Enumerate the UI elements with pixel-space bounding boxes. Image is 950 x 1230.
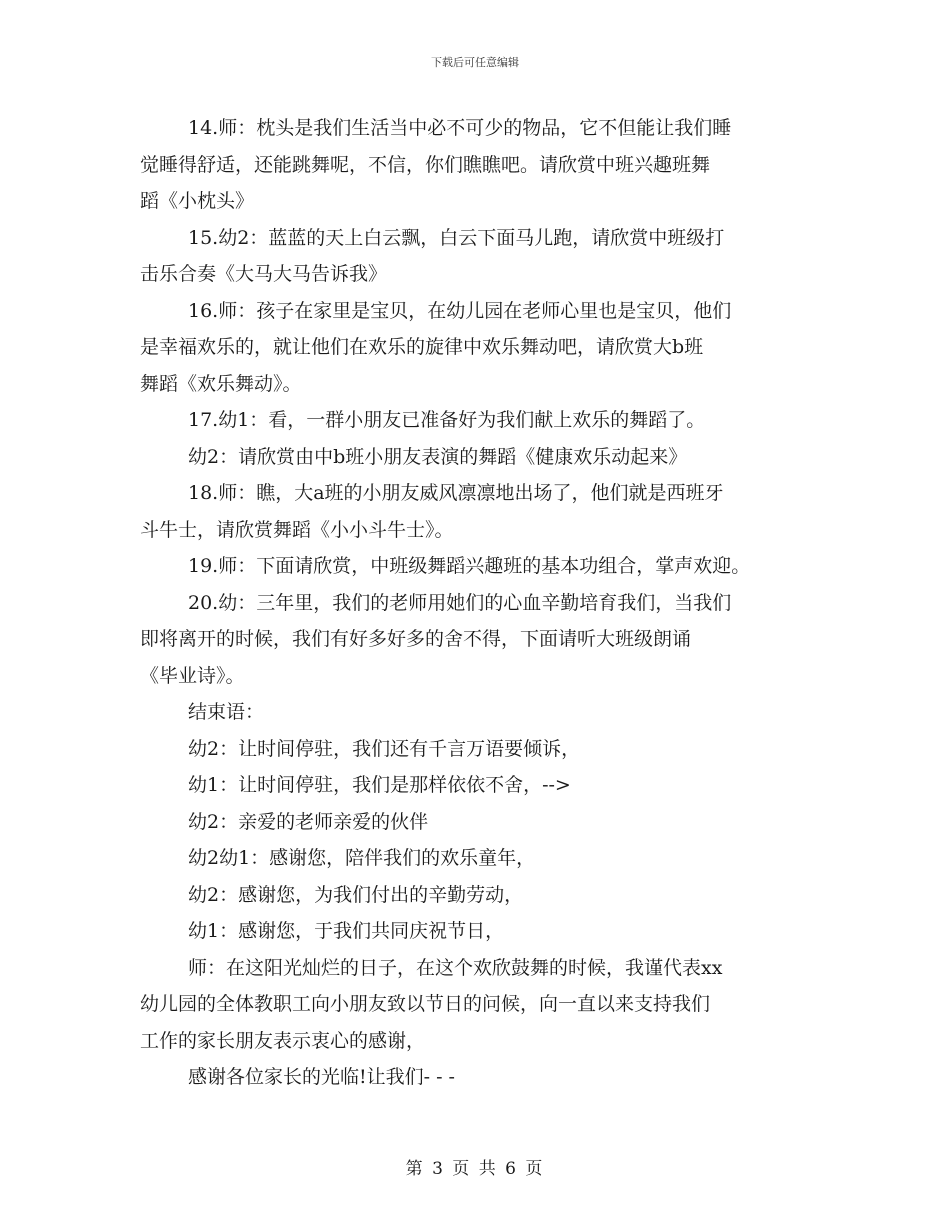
- text-line: 斗牛士，请欣赏舞蹈《小小斗牛士》。: [140, 518, 454, 541]
- closing-line-3: [140, 804, 830, 841]
- teacher-closing: [140, 950, 830, 1060]
- closing-heading: [140, 694, 830, 731]
- text-line: 工作的家长朋友表示衷心的感谢，: [140, 1029, 426, 1052]
- text-line: 14.师：枕头是我们生活当中必不可少的物品，它不但能让我们睡: [188, 117, 732, 139]
- text-line: 感谢各位家长的光临!让我们- - -: [188, 1066, 455, 1088]
- document-body: [140, 110, 830, 1096]
- text-line: 幼2：感谢您，为我们付出的辛勤劳动，: [188, 883, 524, 906]
- text-line: 17.幼1：看，一群小朋友已准备好为我们献上欢乐的舞蹈了。: [188, 409, 706, 431]
- text-line: 《毕业诗》。: [140, 664, 245, 687]
- text-line: 16.师：孩子在家里是宝贝，在幼儿园在老师心里也是宝贝，他们: [188, 299, 732, 322]
- text-line: 师：在这阳光灿烂的日子，在这个欢欣鼓舞的时候，我谨代表xx: [188, 956, 723, 979]
- text-line: 击乐合奏《大马大马告诉我》: [140, 263, 388, 285]
- text-line: 是幸福欢乐的，就让他们在欢乐的旋律中欢乐舞动吧，请欣赏大b班: [140, 336, 704, 358]
- text-line: 幼2：让时间停驻，我们还有千言万语要倾诉，: [188, 737, 581, 760]
- text-line: 结束语：: [188, 701, 265, 723]
- text-line: 幼2幼1：感谢您，陪伴我们的欢乐童年，: [188, 847, 536, 869]
- text-line: 幼2：请欣赏由中b班小朋友表演的舞蹈《健康欢乐动起来》: [188, 445, 688, 468]
- paragraph-19: [140, 548, 830, 585]
- text-line: 18.师：瞧，大a班的小朋友威风凛凛地出场了，他们就是西班牙: [188, 482, 724, 504]
- text-line: 舞蹈《欢乐舞动》。: [140, 372, 302, 395]
- text-line: 幼儿园的全体教职工向小朋友致以节日的问候，向一直以来支持我们: [140, 993, 711, 1015]
- page-header: 下载后可任意编辑: [431, 56, 519, 69]
- paragraph-18: [140, 475, 830, 548]
- closing-line-5: [140, 877, 830, 914]
- paragraph-20: [140, 585, 830, 695]
- paragraph-15: [140, 220, 830, 293]
- text-line: 蹈《小枕头》: [140, 190, 255, 212]
- text-line: 幼2：亲爱的老师亲爱的伙伴: [188, 810, 429, 833]
- closing-line-1: [140, 731, 830, 768]
- text-line: 19.师：下面请欣赏，中班级舞蹈兴趣班的基本功组合，掌声欢迎。: [188, 555, 751, 577]
- page-number-footer: 第 3 页 共 6 页: [405, 1159, 545, 1179]
- text-line: 20.幼：三年里，我们的老师用她们的心血辛勤培育我们，当我们: [188, 591, 732, 614]
- text-line: 幼1：让时间停驻，我们是那样依依不舍，-->: [188, 774, 571, 796]
- closing-line-2: [140, 767, 830, 804]
- text-line: 即将离开的时候，我们有好多好多的舍不得，下面请听大班级朗诵: [140, 628, 692, 650]
- paragraph-16: [140, 293, 830, 403]
- paragraph-17b: [140, 439, 830, 476]
- paragraph-14: [140, 110, 830, 220]
- paragraph-17: [140, 402, 830, 439]
- closing-line-4: [140, 840, 830, 877]
- final-line: [140, 1059, 830, 1096]
- text-line: 15.幼2：蓝蓝的天上白云飘，白云下面马儿跑，请欣赏中班级打: [188, 226, 725, 249]
- text-line: 觉睡得舒适，还能跳舞呢，不信，你们瞧瞧吧。请欣赏中班兴趣班舞: [140, 153, 711, 176]
- text-line: 幼1：感谢您，于我们共同庆祝节日，: [188, 920, 505, 942]
- closing-line-6: [140, 913, 830, 950]
